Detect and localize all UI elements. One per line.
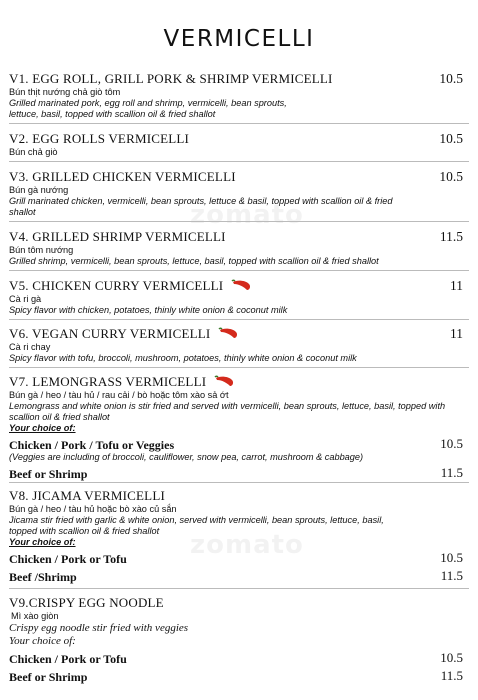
- menu-item-v2: [9, 130, 469, 158]
- menu-item-v7: [9, 373, 469, 481]
- divider: [9, 588, 469, 589]
- choice-label: Your choice of:: [9, 635, 76, 647]
- item-description: Grill marinated chicken, vermicelli, bean sprouts, lettuce & basil, topped with scallion oil & fried shallot: [9, 196, 393, 217]
- item-vietnamese-name: Mì xào giòn: [11, 611, 59, 621]
- item-name: V5. CHICKEN CURRY VERMICELLI: [9, 278, 224, 293]
- item-name: V3. GRILLED CHICKEN VERMICELLI: [9, 169, 236, 184]
- menu-item-v6: [9, 325, 469, 364]
- menu-item-v4: [9, 228, 469, 267]
- item-description: Grilled shrimp, vermicelli, bean sprouts, lettuce, basil, topped with scallion oil & fried shallot: [9, 256, 379, 266]
- option-name: Chicken / Pork or Tofu: [9, 552, 127, 566]
- item-vietnamese-name: Bún gà / heo / tàu hủ hoặc bò xào củ sắn: [9, 504, 177, 514]
- item-vietnamese-name: Cà ri gà: [9, 294, 42, 304]
- option-row: [9, 550, 469, 566]
- option-row: [9, 436, 469, 452]
- option-name: Chicken / Pork or Tofu: [9, 652, 127, 666]
- item-description: Jicama stir fried with garlic & white onion, served with vermicelli, bean sprouts, lettuce, basil, topped with scallion oil & fried shallot: [9, 515, 384, 536]
- choice-label: Your choice of:: [9, 537, 76, 547]
- option-name: Chicken / Pork / Tofu or Veggies: [9, 438, 175, 452]
- item-description: Grilled marinated pork, egg roll and shrimp, vermicelli, bean sprouts, lettuce, basil, topped with scallion oil & fried shallot: [9, 98, 287, 119]
- option-price: 11.5: [440, 668, 463, 683]
- option-name: Beef or Shrimp: [9, 467, 88, 481]
- option-price: 10.5: [440, 436, 463, 451]
- divider: [9, 123, 469, 124]
- item-vietnamese-name: Bún chả giò: [9, 147, 58, 157]
- item-description: Lemongrass and white onion is stir fried and served with vermicelli, bean sprouts, lettuce, basil, topped with scallion oil & fried shallot: [9, 401, 446, 422]
- item-price: 10.5: [439, 169, 463, 184]
- chili-pepper-icon: [231, 278, 253, 292]
- item-note: (Veggies are including of broccoli, cauliflower, snow pea, carrot, mushroom & cabbage): [9, 452, 364, 462]
- menu-item-v8: [9, 487, 469, 584]
- divider: [9, 161, 469, 162]
- menu-item-v5: [9, 277, 469, 316]
- menu-item-v1: [9, 70, 469, 120]
- item-description: Spicy flavor with tofu, broccoli, mushroom, potatoes, thinly white onion & coconut milk: [9, 353, 357, 363]
- item-price: 10.5: [439, 71, 463, 86]
- option-row: [9, 465, 469, 481]
- divider: [9, 319, 469, 320]
- option-price: 11.5: [440, 568, 463, 583]
- item-name: V6. VEGAN CURRY VERMICELLI: [9, 326, 211, 341]
- option-price: 10.5: [440, 550, 463, 565]
- item-vietnamese-name: Bún tôm nướng: [9, 245, 74, 255]
- item-description: Crispy egg noodle stir fried with veggies: [9, 622, 189, 634]
- divider: [9, 482, 469, 483]
- watermark: zomato: [190, 530, 304, 560]
- watermark: zomato: [190, 200, 304, 230]
- item-name: V7. LEMONGRASS VERMICELLI: [9, 374, 207, 389]
- item-name: V4. GRILLED SHRIMP VERMICELLI: [9, 229, 226, 244]
- item-price: 11.5: [439, 229, 463, 244]
- divider: [9, 221, 469, 222]
- item-name: V2. EGG ROLLS VERMICELLI: [9, 131, 190, 146]
- item-vietnamese-name: Cà ri chay: [9, 342, 51, 352]
- item-description: Spicy flavor with chicken, potatoes, thinly white onion & coconut milk: [9, 305, 288, 315]
- option-row: [9, 650, 469, 666]
- item-vietnamese-name: Bún thịt nướng chả giò tôm: [9, 87, 121, 97]
- option-row: [9, 568, 469, 584]
- chili-pepper-icon: [218, 326, 240, 340]
- divider: [9, 367, 469, 368]
- choice-label: Your choice of:: [9, 423, 76, 433]
- item-vietnamese-name: Bún gà / heo / tàu hủ / rau cải / bò hoặc tôm xào sả ớt: [9, 390, 229, 400]
- option-price: 11.5: [440, 465, 463, 480]
- item-name: V8. JICAMA VERMICELLI: [9, 488, 165, 503]
- option-row: [9, 668, 469, 684]
- item-price: 10.5: [439, 131, 463, 146]
- menu-item-v9: [9, 594, 469, 684]
- divider: [9, 270, 469, 271]
- option-name: Beef /Shrimp: [9, 570, 77, 584]
- item-name: V1. EGG ROLL, GRILL PORK & SHRIMP VERMICELLI: [9, 71, 333, 86]
- item-price: 11: [450, 326, 463, 341]
- menu-title: VERMICELLI: [163, 26, 315, 52]
- option-name: Beef or Shrimp: [9, 670, 88, 684]
- chili-pepper-icon: [214, 374, 236, 388]
- item-vietnamese-name: Bún gà nướng: [9, 185, 69, 195]
- item-price: 11: [450, 278, 463, 293]
- menu-item-v3: [9, 168, 469, 218]
- option-price: 10.5: [440, 650, 463, 665]
- item-name: V9.CRISPY EGG NOODLE: [9, 595, 164, 610]
